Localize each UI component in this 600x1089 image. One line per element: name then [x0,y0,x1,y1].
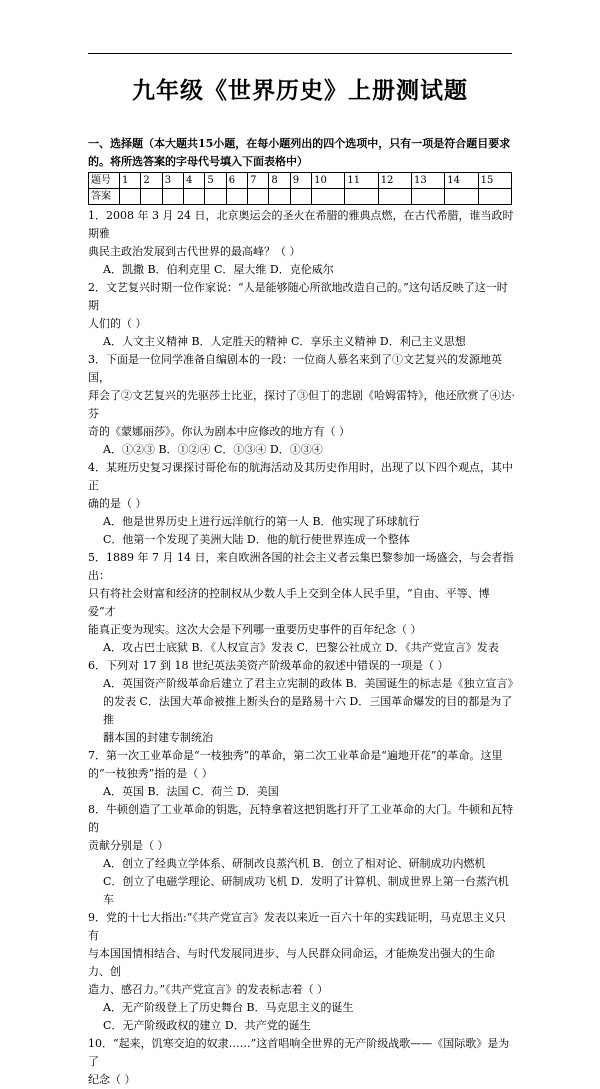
answer-table-number-row [89,173,512,189]
answer-cell[interactable] [312,189,345,205]
question-stem-line: 与本国国情相结合、与时代发展同进步、与人民群众同命运，才能焕发出强大的生命力、创 [88,947,495,978]
question-options-line: C．他第一个发现了美洲大陆 D．他的航行使世界连成一个整体 [103,533,410,546]
question-stem-line: 造力、感召力。”《共产党宣言》的发表标志着（ ） [88,983,329,996]
answer-cell[interactable] [269,189,290,205]
answer-cell[interactable] [226,189,247,205]
question-item [88,1035,516,1089]
answer-number: 12 [378,173,411,189]
header-rule [88,53,512,54]
question-stem-line: 能真正变为现实。这次大会是下列哪一重要历史事件的百年纪念（ ） [88,623,422,636]
question-stem-line: 3．下面是一位同学准备自编剧本的一段：一位商人慕名来到了①文艺复兴的发源地英国， [88,353,502,384]
question-item [88,351,516,459]
answer-cell[interactable] [290,189,311,205]
question-options-line: A．人文主义精神 B．人定胜天的精神 C．享乐主义精神 D．利己主义思想 [103,335,466,348]
question-options-line: C．无产阶级政权的建立 D．共产党的诞生 [103,1019,311,1032]
answer-cell[interactable] [205,189,226,205]
question-options-line: A．攻占巴士底狱 B．《人权宣言》发表 C．巴黎公社成立 D．《共产党宣言》发表 [103,641,499,654]
answer-number: 9 [290,173,311,189]
question-options-line: 翻本国的封建专制统治 [103,731,213,744]
question-item [88,207,516,279]
question-stem-line: 7．第一次工业革命是“一枝独秀”的革命，第二次工业革命是“遍地开花”的革命。这里 [88,749,503,762]
question-item [88,279,516,351]
question-options-line: A．英国 B．法国 C．荷兰 D．美国 [103,785,279,798]
answer-number: 1 [120,173,141,189]
question-stem-line: 10．“起来，饥寒交迫的奴隶……”这首唱响全世界的无产阶级战歌——《国际歌》是为了 [88,1037,510,1068]
answer-cell[interactable] [411,189,444,205]
question-stem-line: 2．文艺复兴时期一位作家说：“人是能够随心所欲地改造自己的。”这句话反映了这一时期 [88,281,508,312]
question-item [88,549,516,657]
question-stem-line: 的“一枝独秀”指的是（ ） [88,767,213,780]
question-stem-line: 拜会了②文艺复兴的先驱莎士比亚，探讨了③但丁的悲剧《哈姆雷特》，他还欣赏了④达·芬 [88,389,515,420]
question-options-line: 的发表 C．法国大革命被推上断头台的是路易十六 D．三国革命爆发的目的都是为了推 [103,695,513,726]
question-item [88,909,516,1035]
answer-cell[interactable] [162,189,183,205]
question-stem-line: 贡献分别是（ ） [88,839,169,852]
answer-table-answer-row [89,189,512,205]
answer-cell[interactable] [478,189,511,205]
answer-cell[interactable] [141,189,162,205]
answer-table [88,172,512,205]
question-stem-line: 4．某班历史复习课探讨哥伦布的航海活动及其历史作用时，出现了以下四个观点，其中正 [88,461,513,492]
answer-cell[interactable] [345,189,378,205]
answer-table-label: 答案 [89,189,120,205]
answer-number: 13 [411,173,444,189]
question-stem-line: 典民主政治发展到古代世界的最高峰？（ ） [88,245,301,258]
answer-table-label: 题号 [89,173,120,189]
answer-cell[interactable] [248,189,269,205]
question-stem-line: 奇的《蒙娜丽莎》。你认为剧本中应修改的地方有（ ） [88,425,350,438]
page-title: 九年级《世界历史》上册测试题 [132,77,468,104]
question-item [88,459,516,549]
question-options-line: A．①②③ B．①②④ C．①③④ D．①③④ [103,443,323,456]
question-options-line: A．无产阶级登上了历史舞台 B．马克思主义的诞生 [103,1001,354,1014]
answer-number: 15 [478,173,511,189]
question-options-line: A．他是世界历史上进行远洋航行的第一人 B．他实现了环球航行 [103,515,420,528]
answer-number: 10 [312,173,345,189]
question-stem-line: 5．1889 年 7 月 14 日，来自欧洲各国的社会主义者云集巴黎参加一场盛会，与会者指出： [88,551,514,582]
answer-number: 2 [141,173,162,189]
question-stem-line: 9．党的十七大指出:“《共产党宣言》发表以来近一百六十年的实践证明，马克思主义只有 [88,911,506,942]
question-options-line: C．创立了电磁学理论、研制成功飞机 D．发明了计算机、制成世界上第一台蒸汽机车 [103,875,509,906]
question-stem-line: 1．2008 年 3 月 24 日，北京奥运会的圣火在希腊的雅典点燃，在古代希腊，谁当政时期雅 [88,209,514,240]
answer-cell[interactable] [445,189,478,205]
exam-content [88,135,519,1089]
answer-number: 3 [162,173,183,189]
question-stem-line: 6．下列对 17 到 18 世纪英法美资产阶级革命的叙述中错误的一项是（ ） [88,659,449,672]
question-options-line: A．创立了经典立学体系、研制改良蒸汽机 B．创立了相对论、研制成功内燃机 [103,857,486,870]
question-stem-line: 只有将社会财富和经济的控制权从少数人手上交到全体人民手里，“自由、平等、博爱”才 [88,587,490,618]
question-options-line: A．凯撒 B．伯利克里 C．屋大维 D．克伦威尔 [103,263,334,276]
answer-cell[interactable] [120,189,141,205]
question-item [88,657,519,747]
question-list [88,207,519,1089]
question-options-line: A．英国资产阶级革命后建立了君主立宪制的政体 B．美国诞生的标志是《独立宣言》 [103,677,519,690]
question-stem-line: 8．牛顿创造了工业革命的钥匙，瓦特拿着这把钥匙打开了工业革命的大门。牛顿和瓦特的 [88,803,513,834]
question-stem-line: 纪念（ ） [88,1073,136,1086]
section-heading: 一、选择题（本大题共15小题，在每小题列出的四个选项中，只有一项是符合题目要求的。将所选答案的字母代号填入下面表格中） [88,137,511,168]
answer-cell[interactable] [184,189,205,205]
answer-number: 8 [269,173,290,189]
answer-number: 11 [345,173,378,189]
question-item [88,801,516,909]
question-item [88,747,516,801]
answer-cell[interactable] [378,189,411,205]
answer-number: 14 [445,173,478,189]
answer-number: 6 [226,173,247,189]
question-stem-line: 确的是（ ） [88,497,147,510]
answer-number: 4 [184,173,205,189]
answer-number: 5 [205,173,226,189]
answer-number: 7 [248,173,269,189]
question-stem-line: 人们的（ ） [88,317,147,330]
